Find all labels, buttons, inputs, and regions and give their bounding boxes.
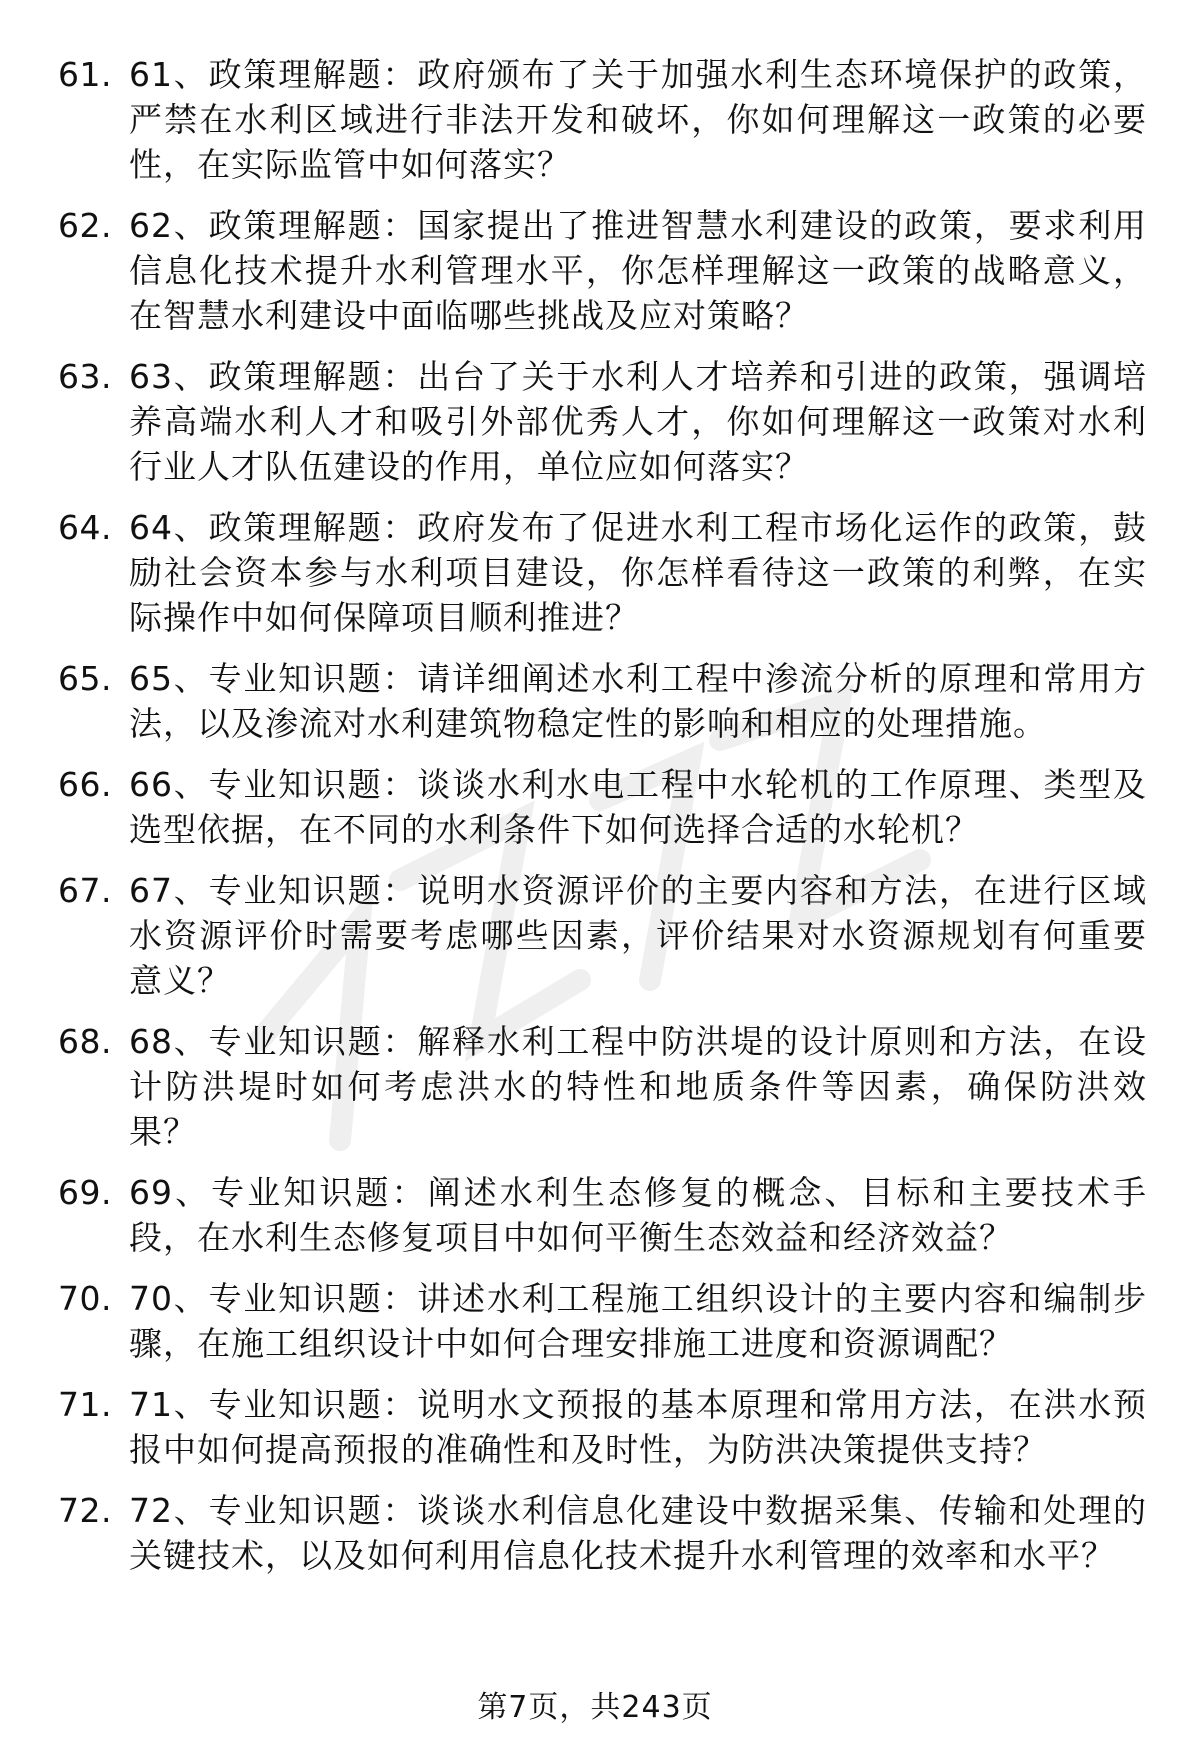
question-number: 68. xyxy=(58,1022,112,1061)
question-number: 66. xyxy=(58,765,112,804)
question-item-66 xyxy=(58,762,1148,852)
question-item-69 xyxy=(58,1170,1148,1260)
question-item-71 xyxy=(58,1382,1148,1472)
page-footer: 第7页，共243页 xyxy=(477,1690,713,1725)
question-item-70 xyxy=(58,1276,1148,1366)
question-number: 61. xyxy=(58,55,112,94)
question-item-61 xyxy=(58,52,1148,187)
question-number: 71. xyxy=(58,1385,112,1424)
question-item-62 xyxy=(58,203,1148,338)
question-text: 71、专业知识题：说明水文预报的基本原理和常用方法，在洪水预报中如何提高预报的准确性和及时性，为防洪决策提供支持？ xyxy=(129,1385,1147,1469)
question-number: 62. xyxy=(58,206,112,245)
question-text: 68、专业知识题：解释水利工程中防洪堤的设计原则和方法，在设计防洪堤时如何考虑洪水的特性和地质条件等因素，确保防洪效果？ xyxy=(129,1022,1147,1151)
question-item-72 xyxy=(58,1488,1148,1578)
question-text: 62、政策理解题：国家提出了推进智慧水利建设的政策，要求利用信息化技术提升水利管理水平，你怎样理解这一政策的战略意义，在智慧水利建设中面临哪些挑战及应对策略？ xyxy=(129,206,1147,335)
question-text: 61、政策理解题：政府颁布了关于加强水利生态环境保护的政策，严禁在水利区域进行非法开发和破坏，你如何理解这一政策的必要性，在实际监管中如何落实？ xyxy=(129,55,1147,184)
question-text: 65、专业知识题：请详细阐述水利工程中渗流分析的原理和常用方法，以及渗流对水利建筑物稳定性的影响和相应的处理措施。 xyxy=(129,659,1147,743)
question-number: 72. xyxy=(58,1491,112,1530)
question-item-64 xyxy=(58,505,1148,640)
question-list xyxy=(58,52,1148,1594)
question-text: 70、专业知识题：讲述水利工程施工组织设计的主要内容和编制步骤，在施工组织设计中如何合理安排施工进度和资源调配？ xyxy=(129,1279,1147,1363)
question-text: 66、专业知识题：谈谈水利水电工程中水轮机的工作原理、类型及选型依据，在不同的水利条件下如何选择合适的水轮机？ xyxy=(129,765,1147,849)
question-number: 65. xyxy=(58,659,112,698)
question-text: 69、专业知识题：阐述水利生态修复的概念、目标和主要技术手段，在水利生态修复项目中如何平衡生态效益和经济效益？ xyxy=(129,1173,1147,1257)
question-number: 67. xyxy=(58,871,112,910)
question-item-68 xyxy=(58,1019,1148,1154)
question-item-65 xyxy=(58,656,1148,746)
question-number: 63. xyxy=(58,357,112,396)
question-number: 70. xyxy=(58,1279,112,1318)
question-text: 67、专业知识题：说明水资源评价的主要内容和方法，在进行区域水资源评价时需要考虑哪些因素，评价结果对水资源规划有何重要意义？ xyxy=(129,871,1147,1000)
question-text: 64、政策理解题：政府发布了促进水利工程市场化运作的政策，鼓励社会资本参与水利项目建设，你怎样看待这一政策的利弊，在实际操作中如何保障项目顺利推进？ xyxy=(129,508,1147,637)
question-item-63 xyxy=(58,354,1148,489)
question-text: 72、专业知识题：谈谈水利信息化建设中数据采集、传输和处理的关键技术，以及如何利用信息化技术提升水利管理的效率和水平？ xyxy=(129,1491,1147,1575)
question-text: 63、政策理解题：出台了关于水利人才培养和引进的政策，强调培养高端水利人才和吸引外部优秀人才，你如何理解这一政策对水利行业人才队伍建设的作用，单位应如何落实？ xyxy=(129,357,1147,486)
question-number: 69. xyxy=(58,1173,112,1212)
question-item-67 xyxy=(58,868,1148,1003)
question-number: 64. xyxy=(58,508,112,547)
